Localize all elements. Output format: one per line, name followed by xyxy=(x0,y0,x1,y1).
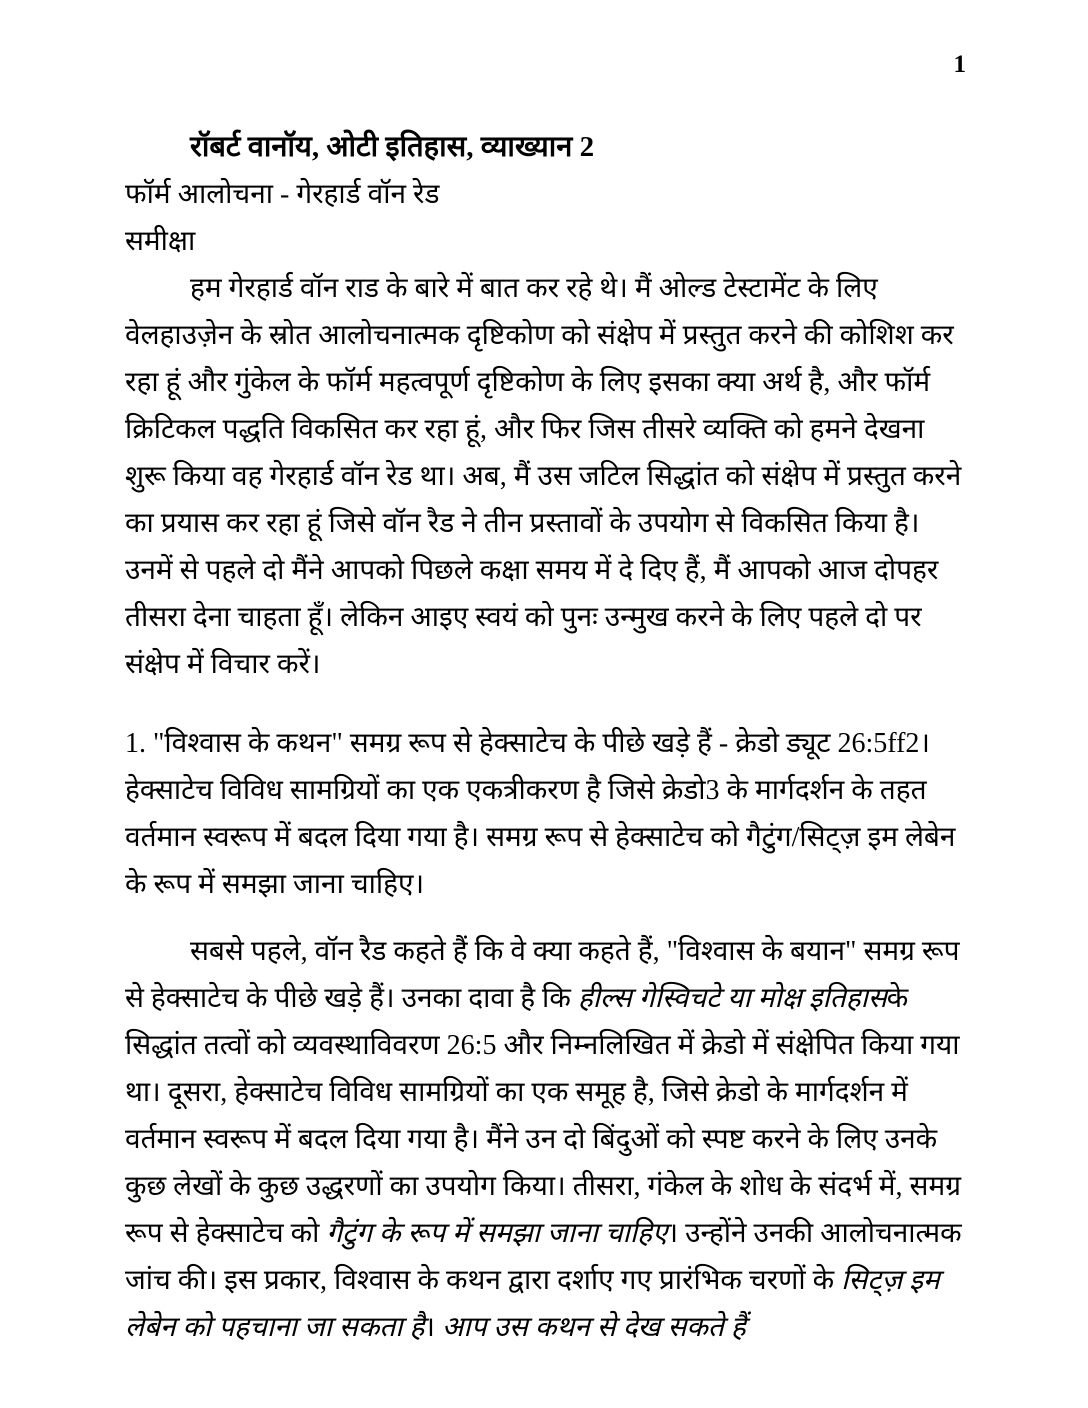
document-content xyxy=(125,124,970,1351)
paragraph xyxy=(125,265,970,688)
text-run: । xyxy=(424,1312,443,1343)
paragraph xyxy=(125,928,970,1351)
text-run: सबसे पहले, वॉन रैड कहते हैं कि वे क्या कहते हैं, "विश्वास के बयान" समग्र रूप से हेक्साटेच के पीछे खड़े हैं। उनका दावा है कि xyxy=(125,936,960,1014)
text-run: 1. "विश्वास के कथन" समग्र रूप से हेक्साटेच के पीछे खड़े हैं - क्रेडो ड्यूट 26:5ff2। हेक्साटेच विविध सामग्रियों का एक एकत्रीकरण है जिसे क्रेडो3 के मार्गदर्शन के तहत वर्तमान स्वरूप में बदल दिया गया है। समग्र रूप से हेक्साटेच को गैटुंग/सिट्ज़ इम लेबेन के रूप में समझा जाना चाहिए। xyxy=(125,728,956,900)
text-run: के सिद्धांत तत्वों को व्यवस्थाविवरण 26:5 और निम्नलिखित में क्रेडो में संक्षेपित किया गया था। दूसरा, हेक्साटेच विविध सामग्रियों का एक समूह है, जिसे क्रेडो के मार्गदर्शन में वर्तमान स्वरूप में बदल दिया गया है। मैंने उन दो बिंदुओं को स्पष्ट करने के लिए उनके कुछ लेखों के कुछ उद्धरणों का उपयोग किया। तीसरा, गंकेल के शोध के संदर्भ में, समग्र रूप से हेक्साटेच को xyxy=(125,983,961,1249)
lecture-title: रॉबर्ट वानॉय, ओटी इतिहास, व्याख्यान 2 xyxy=(190,131,595,163)
text-run: गैटुंग के रूप में समझा जाना चाहिए xyxy=(326,1218,668,1249)
page-number: 1 xyxy=(953,51,966,78)
text-run: हम गेरहार्ड वॉन राड के बारे में बात कर रहे थे। मैं ओल्ड टेस्टामेंट के लिए वेलहाउज़ेन के स्रोत आलोचनात्मक दृष्टिकोण को संक्षेप में प्रस्तुत करने की कोशिश कर रहा हूं और गुंकेल के फॉर्म महत्वपूर्ण दृष्टिकोण के लिए इसका क्या अर्थ है, और फॉर्म क्रिटिकल पद्धति विकसित कर रहा हूं, और फिर जिस तीसरे व्यक्ति को हमने देखना शुरू किया वह गेरहार्ड वॉन रेड था। अब, मैं उस जटिल सिद्धांत को संक्षेप में प्रस्तुत करने का प्रयास कर रहा हूं जिसे वॉन रैड ने तीन प्रस्तावों के उपयोग से विकसित किया है। उनमें से पहले दो मैंने आपको पिछले कक्षा समय में दे दिए हैं, मैं आपको आज दोपहर तीसरा देना चाहता हूँ। लेकिन आइए स्वयं को पुनः उन्मुख करने के लिए पहले दो पर संक्षेप में विचार करें। xyxy=(125,273,962,680)
text-run: आप उस कथन से देख सकते हैं xyxy=(442,1312,746,1343)
text-run: हील्स गेस्विचटे या मोक्ष इतिहास xyxy=(577,983,887,1014)
text-run: सिट्ज़ इम लेबेन को पहचाना जा सकता है xyxy=(125,1265,940,1343)
paragraph-list xyxy=(125,265,970,1351)
lecture-subtitle: फॉर्म आलोचना - गेरहार्ड वॉन रेड xyxy=(125,179,440,210)
paragraph xyxy=(125,720,970,908)
text-run: । उन्होंने उनकी आलोचनात्मक जांच की। इस प्रकार, विश्वास के कथन द्वारा दर्शाए गए प्रारंभिक चरणों के xyxy=(125,1218,962,1296)
review-heading: समीक्षा xyxy=(125,226,196,257)
